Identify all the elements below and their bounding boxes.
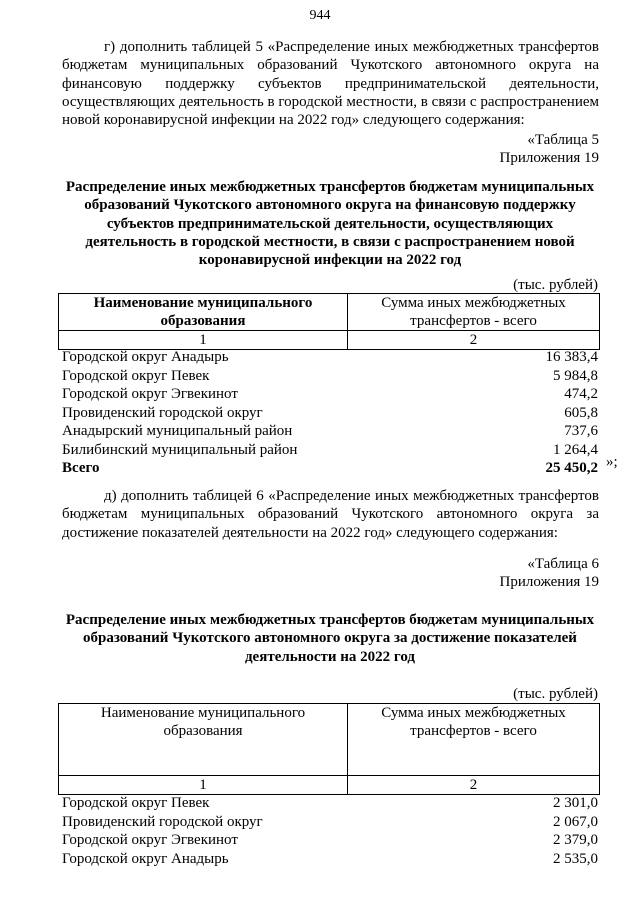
title-line: деятельность в городской местности, в связи с распространением новой: [85, 233, 575, 250]
page-number: 944: [309, 8, 331, 23]
table5-col1-number: 1: [59, 331, 348, 350]
title-line: субъектов предпринимательской деятельности, осуществляющих: [106, 215, 554, 232]
row-name: Провиденский городской округ: [62, 404, 263, 421]
table-row: [62, 385, 598, 404]
paragraph-line: осуществляющих деятельность в городской местности, в связи с распространением: [62, 93, 599, 110]
paragraph-line: г) дополнить таблицей 5 «Распределение иных межбюджетных трансфертов: [104, 39, 599, 55]
table6-header: [58, 703, 600, 795]
table-row: [62, 441, 598, 460]
row-value: 2 535,0: [553, 850, 598, 867]
table-row: [62, 831, 598, 850]
row-value: 1 264,4: [553, 441, 598, 458]
table6-ref-line2: Приложения 19: [499, 574, 599, 591]
paragraph-line: финансовую поддержку субъектов предпринимательской деятельности,: [62, 75, 599, 92]
table-row: [62, 422, 598, 441]
table-row: [62, 813, 598, 832]
table5-col2-number: 2: [348, 331, 600, 350]
row-name: Городской округ Анадырь: [62, 850, 229, 867]
table5-title: [50, 178, 610, 269]
row-name: Городской округ Певек: [62, 795, 210, 811]
table5-col1-header: Наименование муниципального образования: [59, 294, 348, 331]
row-value: 2 301,0: [553, 795, 598, 811]
paragraph-line: бюджетам муниципальных образований Чукотского автономного округа на: [62, 57, 599, 74]
paragraph-line: новой коронавирусной инфекции на 2022 год» следующего содержания:: [62, 112, 525, 129]
table5-ref-line1: «Таблица 5: [527, 132, 599, 148]
paragraph-line: достижение показателей деятельности на 2022 год» следующего содержания:: [62, 524, 558, 541]
table5-ref-line2: Приложения 19: [499, 150, 599, 167]
row-name: Городской округ Певек: [62, 367, 210, 384]
table6-col2-header: Сумма иных межбюджетных трансфертов - всего: [348, 704, 600, 776]
table-row: [62, 850, 598, 869]
total-label: Всего: [62, 460, 100, 476]
title-line: образований Чукотского автономного округа на финансовую поддержку: [84, 197, 576, 214]
title-line: коронавирусной инфекции на 2022 год: [198, 252, 462, 269]
row-value: 474,2: [564, 386, 598, 402]
row-name: Анадырский муниципальный район: [62, 423, 293, 439]
row-name: Билибинский муниципальный район: [62, 441, 298, 458]
table5-units: (тыс. рублей): [513, 277, 598, 293]
table6-col1-number: 1: [59, 776, 348, 795]
table-row: [62, 348, 598, 367]
total-value: 25 450,2: [545, 460, 598, 476]
paragraph-line: д) дополнить таблицей 6 «Распределение иных межбюджетных трансфертов: [104, 488, 599, 504]
row-value: 737,6: [564, 423, 598, 439]
title-line: Распределение иных межбюджетных трансфертов бюджетам муниципальных: [65, 179, 595, 195]
table6-col1-header: Наименование муниципального образования: [59, 704, 348, 776]
table5-body: [62, 348, 598, 478]
paragraph-g: [62, 38, 599, 129]
table5-col2-header: Сумма иных межбюджетных трансфертов - всего: [348, 294, 600, 331]
table-row: [62, 794, 598, 813]
row-value: 605,8: [564, 404, 598, 421]
row-name: Городской округ Эгвекинот: [62, 832, 238, 848]
table6-body: [62, 794, 598, 868]
table5-header: [58, 293, 600, 350]
paragraph-d: [62, 487, 599, 542]
row-value: 16 383,4: [545, 349, 598, 365]
table6-col2-number: 2: [348, 776, 600, 795]
row-value: 2 379,0: [553, 832, 598, 848]
row-value: 2 067,0: [553, 813, 598, 830]
table-row: [62, 367, 598, 386]
row-value: 5 984,8: [553, 367, 598, 384]
table6-ref-line1: «Таблица 6: [527, 556, 599, 572]
paragraph-line: бюджетам муниципальных образований Чукотского автономного округа за: [62, 506, 599, 523]
table-row: [62, 404, 598, 423]
title-line: Распределение иных межбюджетных трансфертов бюджетам муниципальных: [65, 612, 595, 628]
row-name: Провиденский городской округ: [62, 813, 263, 830]
row-name: Городской округ Анадырь: [62, 349, 229, 365]
table6-title: [50, 611, 610, 666]
table6-reference: [500, 555, 600, 592]
table5-reference: [500, 131, 600, 168]
title-line: образований Чукотского автономного округа за достижение показателей: [83, 630, 577, 647]
table6-units: (тыс. рублей): [513, 686, 598, 702]
table-total-row: [62, 459, 598, 478]
row-name: Городской округ Эгвекинот: [62, 386, 238, 402]
table5-end-mark: »;: [606, 454, 618, 470]
title-line: деятельности на 2022 год: [244, 648, 416, 665]
